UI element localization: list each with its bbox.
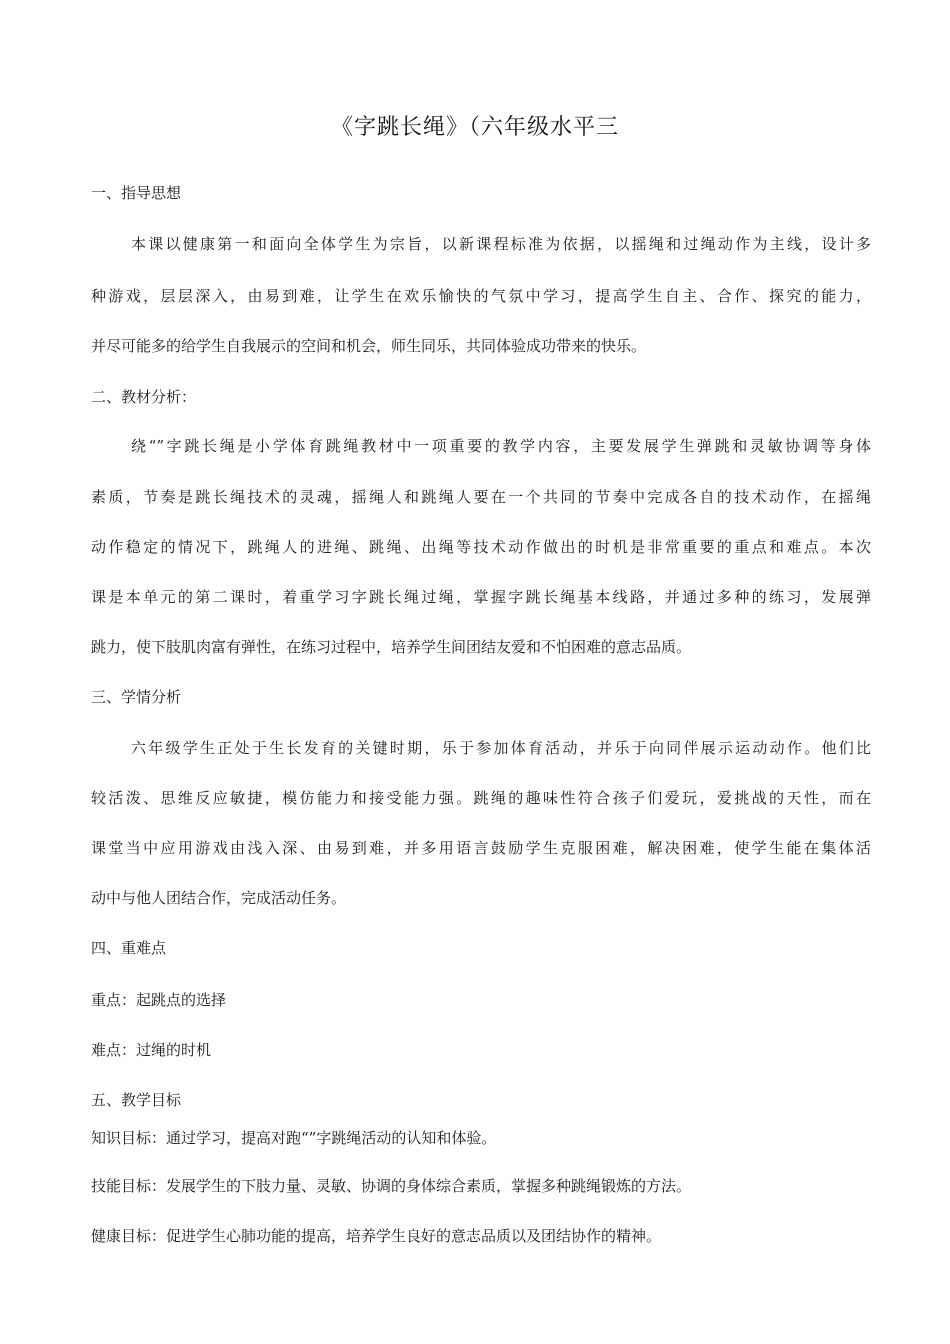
paragraph-line: 较活泼、思维反应敏捷，模仿能力和接受能力强。跳绳的趣味性符合孩子们爱玩，爱挑战的天性，而在 [91,789,871,807]
difficult-point-line: 难点：过绳的时机 [91,1041,212,1059]
document-title: 《字跳长绳》（六年级水平三 [330,115,619,140]
section-heading-material-analysis: 二、教材分析： [91,388,197,406]
skill-goal-line: 技能目标：发展学生的下肢力量、灵敏、协调的身体综合素质，掌握多种跳绳锻炼的方法。 [91,1177,692,1195]
health-goal-line: 健康目标：促进学生心肺功能的提高，培养学生良好的意志品质以及团结协作的精神。 [91,1227,662,1245]
paragraph-line: 动作稳定的情况下，跳绳人的进绳、跳绳、出绳等技术动作做出的时机是非常重要的重点和难点。本次 [91,538,871,556]
knowledge-goal-line: 知识目标：通过学习，提高对跑“”字跳绳活动的认知和体验。 [91,1129,497,1147]
section-heading-guiding-idea: 一、指导思想 [91,184,182,202]
paragraph-line: 动中与他人团结合作，完成活动任务。 [91,889,347,907]
paragraph-line: 并尽可能多的给学生自我展示的空间和机会，师生同乐，共同体验成功带来的快乐。 [91,337,647,355]
paragraph-line: 素质，节奏是跳长绳技术的灵魂，摇绳人和跳绳人要在一个共同的节奏中完成各自的技术动作，在摇绳 [91,488,871,506]
paragraph-line: 种游戏，层层深入，由易到难，让学生在欢乐愉快的气氛中学习，提高学生自主、合作、探究的能力， [91,287,871,305]
section-heading-teaching-goals: 五、教学目标 [91,1091,182,1109]
paragraph-line: 绕“”字跳长绳是小学体育跳绳教材中一项重要的教学内容，主要发展学生弹跳和灵敏协调等身体 [131,437,871,455]
paragraph-line: 课是本单元的第二课时，着重学习字跳长绳过绳，掌握字跳长绳基本线路，并通过多种的练习，发展弹 [91,588,871,606]
section-heading-student-analysis: 三、学情分析 [91,688,182,706]
paragraph-line: 跳力，使下肢肌肉富有弹性，在练习过程中，培养学生间团结友爱和不怕困难的意志品质。 [91,638,692,656]
paragraph-line: 本课以健康第一和面向全体学生为宗旨，以新课程标准为依据，以摇绳和过绳动作为主线，设计多 [131,235,871,253]
key-point-line: 重点：起跳点的选择 [91,991,227,1009]
section-heading-key-points: 四、重难点 [91,939,167,957]
paragraph-line: 六年级学生正处于生长发育的关键时期，乐于参加体育活动，并乐于向同伴展示运动动作。他们比 [131,739,871,757]
paragraph-line: 课堂当中应用游戏由浅入深、由易到难，并多用语言鼓励学生克服困难，解决困难，使学生能在集体活 [91,839,871,857]
